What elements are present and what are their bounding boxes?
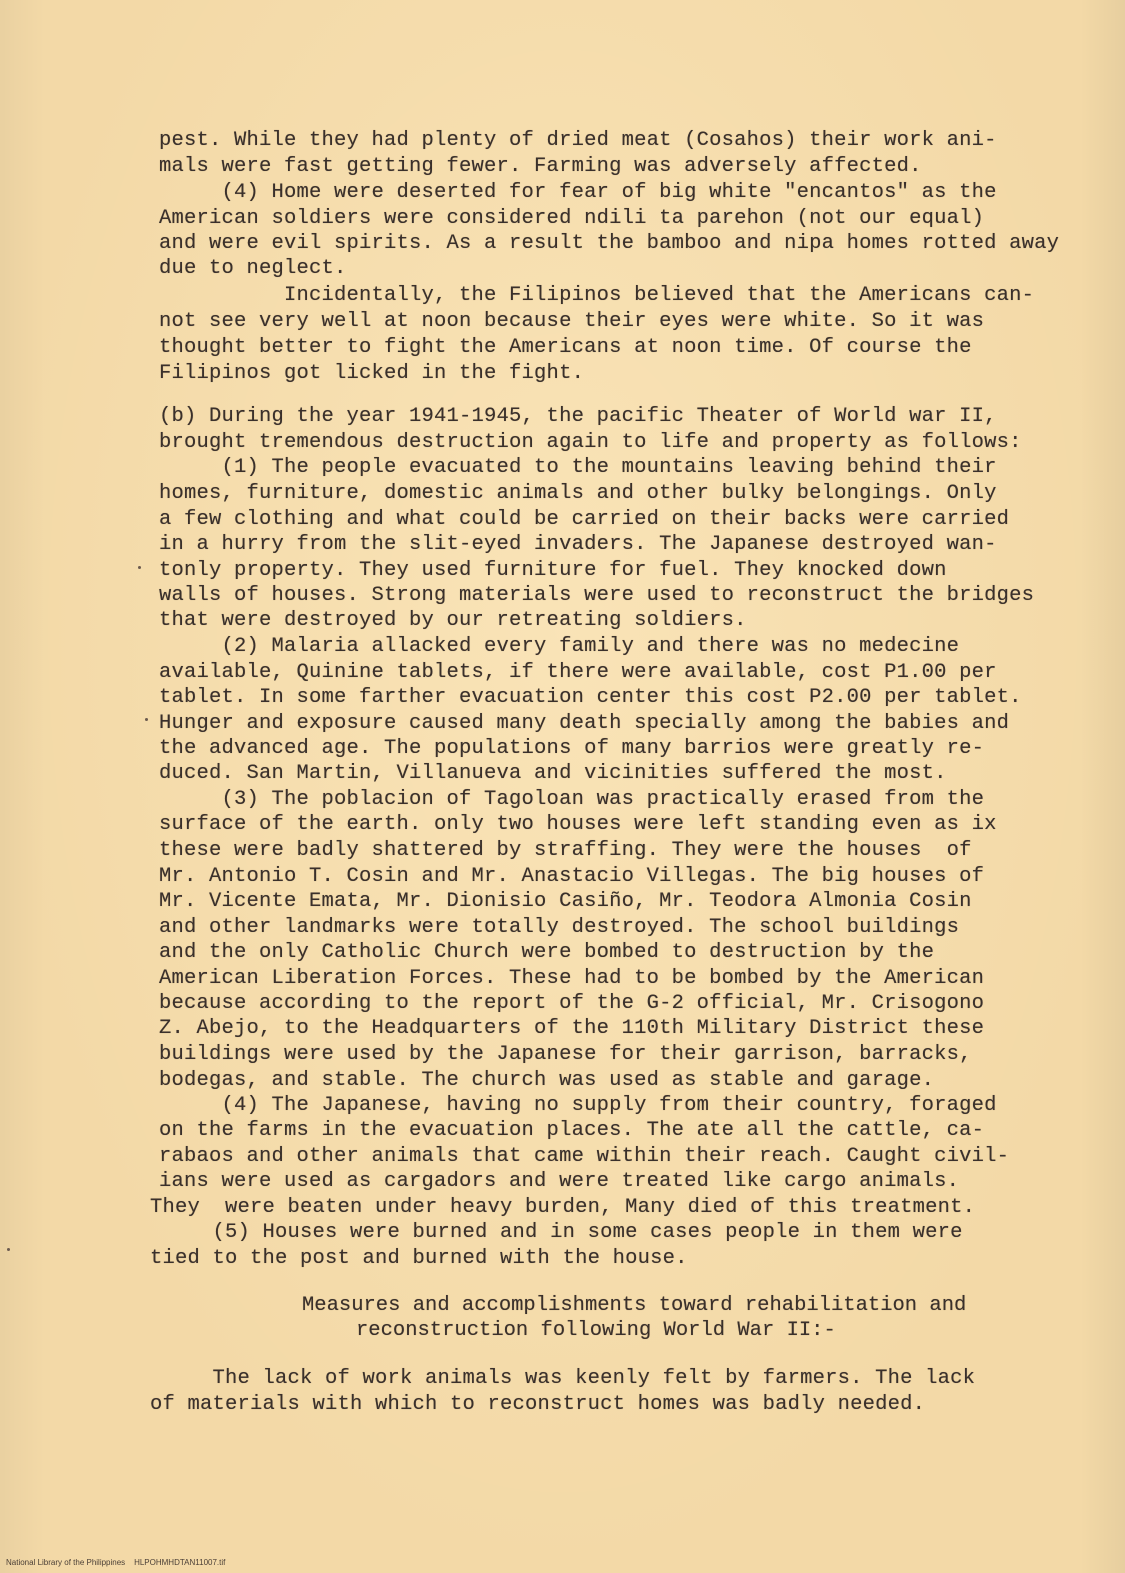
body-line: thought better to fight the Americans at noon time. Of course the	[159, 336, 972, 359]
body-line: on the farms in the evacuation places. The ate all the cattle, ca-	[159, 1119, 985, 1142]
margin-dot-mark	[138, 566, 141, 569]
body-line: tonly property. They used furniture for fuel. They knocked down	[159, 559, 947, 582]
body-line: available, Quinine tablets, if there were available, cost P1.00 per	[159, 661, 997, 684]
body-line: tablet. In some farther evacuation center this cost P2.00 per tablet.	[159, 686, 1022, 709]
body-line: and were evil spirits. As a result the bamboo and nipa homes rotted away	[159, 232, 1060, 255]
body-line: in a hurry from the slit-eyed invaders. The Japanese destroyed wan-	[159, 533, 997, 556]
body-line: (4) Home were deserted for fear of big white "encantos" as the	[159, 181, 997, 204]
body-line: rabaos and other animals that came within their reach. Caught civil-	[159, 1145, 1010, 1168]
margin-dot-mark	[145, 718, 148, 721]
body-line: because according to the report of the G-2 official, Mr. Crisogono	[159, 992, 985, 1015]
body-line: not see very well at noon because their eyes were white. So it was	[159, 310, 985, 333]
body-line: that were destroyed by our retreating soldiers.	[159, 609, 747, 632]
body-line: American Liberation Forces. These had to be bombed by the American	[159, 967, 985, 990]
body-line: due to neglect.	[159, 257, 347, 280]
body-line: homes, furniture, domestic animals and other bulky belongings. Only	[159, 482, 997, 505]
body-line: tied to the post and burned with the house.	[150, 1247, 688, 1270]
body-line: mals were fast getting fewer. Farming was adversely affected.	[159, 155, 922, 178]
body-line: duced. San Martin, Villanueva and vicinities suffered the most.	[159, 762, 947, 785]
body-line: (1) The people evacuated to the mountains leaving behind their	[159, 456, 997, 479]
body-line: buildings were used by the Japanese for their garrison, barracks,	[159, 1043, 972, 1066]
body-line: They were beaten under heavy burden, Many died of this treatment.	[150, 1196, 976, 1219]
section-heading-line-1: Measures and accomplishments toward rehabilitation and	[302, 1294, 967, 1317]
body-line: Hunger and exposure caused many death specially among the babies and	[159, 712, 1010, 735]
body-line: brought tremendous destruction again to life and property as follows:	[159, 431, 1022, 454]
body-line: these were badly shattered by straffing. They were the houses of	[159, 839, 972, 862]
body-line: Z. Abejo, to the Headquarters of the 110th Military District these	[159, 1017, 985, 1040]
body-line: Mr. Antonio T. Cosin and Mr. Anastacio Villegas. The big houses of	[159, 865, 985, 888]
body-line: (3) The poblacion of Tagoloan was practically erased from the	[159, 788, 985, 811]
body-line: ians were used as cargadors and were treated like cargo animals.	[159, 1170, 960, 1193]
body-line: the advanced age. The populations of many barrios were greatly re-	[159, 737, 985, 760]
body-line: Incidentally, the Filipinos believed that the Americans can-	[159, 284, 1035, 307]
section-heading-line-2: reconstruction following World War II:-	[356, 1319, 836, 1342]
body-line: (b) During the year 1941-1945, the pacific Theater of World war II,	[159, 405, 997, 428]
body-line: (5) Houses were burned and in some cases people in them were	[150, 1221, 963, 1244]
body-line: a few clothing and what could be carried on their backs were carried	[159, 508, 1010, 531]
body-line: surface of the earth. only two houses were left standing even as ix	[159, 813, 997, 836]
scan-footer: National Library of the Philippines HLPOHMHDTAN11007.tif	[6, 1558, 226, 1567]
closing-line: The lack of work animals was keenly felt by farmers. The lack	[150, 1367, 976, 1390]
margin-dot-mark	[7, 1248, 10, 1251]
body-line: (2) Malaria allacked every family and there was no medecine	[159, 635, 960, 658]
body-line: Filipinos got licked in the fight.	[159, 362, 585, 385]
body-line: pest. While they had plenty of dried meat (Cosahos) their work ani-	[159, 129, 997, 152]
body-line: bodegas, and stable. The church was used as stable and garage.	[159, 1069, 935, 1092]
body-line: Mr. Vicente Emata, Mr. Dionisio Casiño, Mr. Teodora Almonia Cosin	[159, 890, 972, 913]
body-line: walls of houses. Strong materials were used to reconstruct the bridges	[159, 584, 1035, 607]
body-line: American soldiers were considered ndili ta parehon (not our equal)	[159, 207, 985, 230]
body-line: and other landmarks were totally destroyed. The school buildings	[159, 916, 960, 939]
closing-line: of materials with which to reconstruct homes was badly needed.	[150, 1393, 926, 1416]
body-line: and the only Catholic Church were bombed to destruction by the	[159, 941, 935, 964]
body-line: (4) The Japanese, having no supply from their country, foraged	[159, 1094, 997, 1117]
